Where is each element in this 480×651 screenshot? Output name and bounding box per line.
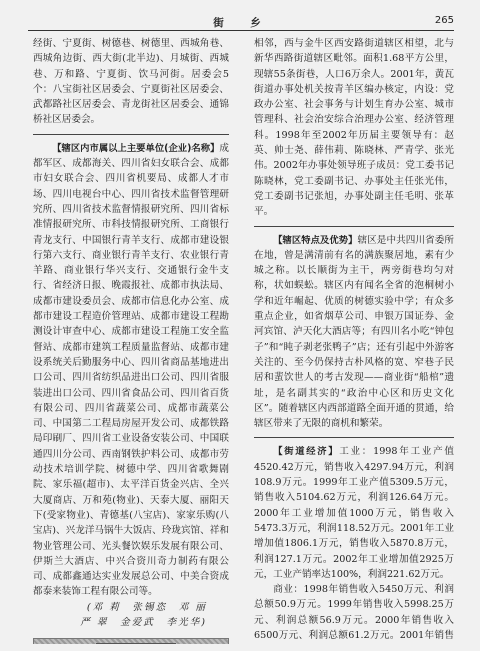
commerce-paragraph: 商业：1998年销售收入5450万元、利润总额50.9万元。1999年销售收入5998.25万元、利润总额56.9万元。2000年销售收入6500万元、利润总额61.2万元。2001年销售: [254, 584, 454, 641]
features-label: 【辖区特点及优势】: [273, 234, 358, 246]
economy-label: 【街道经济】: [273, 446, 340, 458]
features-paragraph: [254, 233, 454, 432]
overview-continued-paragraph: 相邻，西与金牛区西安路街道辖区相望，北与新华西路街道辖区毗邻。面积1.68平方公里，现辖55条街巷，人口6万余人。2001年，黄瓦街道办事处机关按青羊区编办核定，内设：党政办公室、社会事务与计划生育办公室、城市管理科、社会治安综合治理办公室、经济管理科。1998年至2002年历届主要领导有：赵英、帅士尧、薛伟莉、陈晓林、严青学、张光伟。2002年办事处领导班子成员：党工委书记陈晓林，党工委副书记、办事处主任张光伟，党工委副书记张旭，办事处副主任毛明、张革平。: [254, 38, 454, 218]
district-banner: [33, 638, 229, 644]
units-paragraph: [33, 141, 229, 600]
units-label: 【辖区内市属以上主要单位(企业)名称】: [52, 142, 220, 154]
signature-line-1: (邓 莉 张锡恣 邓 丽: [86, 601, 207, 613]
running-header: [28, 14, 454, 31]
units-text: 成都军区、成都海关、四川省妇女联合会、成都市妇女联合会、四川省机要局、成都人才市场、四川电视台中心、四川省技术监督管理研究所、四川省技术监督情报研究所、四川省标准情报研究所、市科技情报研究所、工商银行青龙支行、中国银行青羊支行、成都市建设银行第六支行、商业银行青羊支行、农业银行青羊路、商业银行华兴支行、交通银行金牛支行、省经济日报、晚霞报社、成都市执法局、成都市建设委员会、成都市信息化办公室、成都市建设工程造价管理站、成都市建设工程勘测设计审查中心、成都市建设工程施工安全监督站、成都市建筑工程质量监督站、成都市建设系统关后勤服务中心、四川省商品基地进出口公司、四川省纺织品进出口公司、四川省服装进出口公司、四川省食品公司、四川省百货有限公司、四川省蔬菜公司、成都市蔬菜公司、中国第二工程局房屋开发公司、成都铁路局印刷厂、四川省工业设备安装公司、中国联通四川分公司、西南钢铁护料公司、成都市劳动技术培训学院、树德中学、四川省歌舞剧院、家乐福(超市)、太平洋百货金兴店、全兴大厦商店、万和苑(物业)、天泰大厦、丽阳天下(受家物业)、青德基(八宝店)、家家乐购(八宝店)、兴龙洋马锅牛大饭店、玲珑宾馆、祥和物业管理公司、光头餐饮娱乐发展有限公司、伊斯兰大酒店、中兴合资川奇力制药有限公司、成都鑫通达实业发展总公司、中美合资成都泰来装饰工程有限公司等。: [33, 142, 229, 598]
economy-text: 工业：1998年工业产值4520.42万元，销售收入4297.94万元，利润108.9万元。1999年工业产值5309.5万元，销售收入5104.62万元，利润126.64万元。2000年工业增加值1000万元，销售收入5473.3万元，利润118.52万元。2001年工业增加值1806.1万元，销售收入5870.8万元，利润127.1万元。2002年工业增加值2925万元，工业产销率达100%，利润221.62万元。: [254, 446, 454, 580]
left-column: [33, 36, 229, 644]
section-divider: [254, 437, 454, 438]
right-column: [254, 36, 454, 644]
page-number: 265: [434, 15, 454, 26]
district-banner-title: [96, 643, 176, 644]
economy-paragraph: [254, 444, 454, 582]
section-divider: [254, 226, 454, 227]
signature-line-2: 严 翠 金爱武 李光华): [80, 616, 207, 628]
features-text: 辖区是中共四川省委所在地，曾是满清前有名的满族聚居地，素有少城之称。以长顺街为主干，两旁街巷均匀对称，状如蜈蚣。辖区内有闻名全省的泡桐树小学和近年崛起、优质的树德实验中学；有众多重点企业，如省烟草公司、申银万国证券、金河宾馆、泸天化大酒店等；有四川名小吃“钟包子”和“盹子剥老张鸭子”店；还有引起中外游客关注的、至今仍保持古朴风格的宽、窄巷子民居和蜚饮世人的考古发现——商业街“船棺”遗址，是名副其实的“政治中心区和历史文化区”。随着辖区内西部道路全面开通的贯通，给辖区带来了无限的商机和繁荣。: [254, 234, 454, 430]
street-list-paragraph: 经街、宁夏街、树德巷、树德里、西城角巷、西城角边街、西大街(北半边)、月城街、西城巷、万和路、宁夏街、饮马河街。居委会5个：八宝街社区居委会、宁夏街社区居委会、武都路社区居委会、青龙街社区居委会、通锦桥社区居委会。: [33, 38, 229, 126]
header-title: 街 乡: [213, 17, 269, 29]
section-divider: [33, 134, 229, 135]
